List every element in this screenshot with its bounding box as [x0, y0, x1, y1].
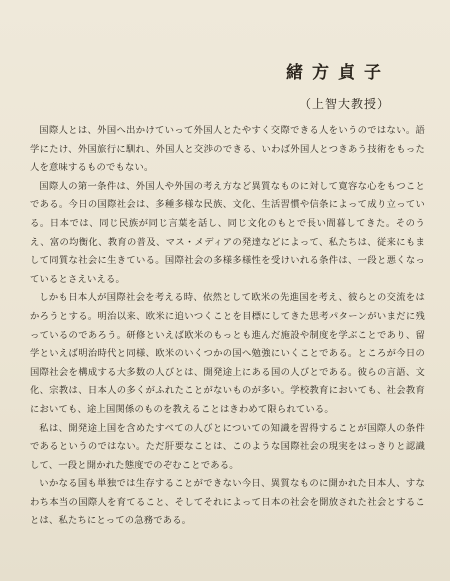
paragraph: しかも日本人が国際社会を考える時、依然として欧米の先進国を考え、彼らとの交流をはかろうとする。明治以来、欧米に追いつくことを目標にしてきた思考パターンがいまだに残っているのであろう。研修といえば欧米のもっとも進んだ施設や制度を学ぶことであり、留学といえば明治時代と同様、欧米のいくつかの国へ勉強にいくことである。ところが今日の国際社会を構成する大多数の人びとは、開発途上にある国の人びとである。彼らの言語、文化、宗教は、日本人の多くがふれたことがないものが多い。学校教育においても、社会教育においても、途上国関係のものを教えることはきわめて限られている。 — [30, 292, 425, 415]
article-header — [286, 58, 390, 112]
paragraph: 国際人とは、外国へ出かけていって外国人とたやすく交際できる人をいうのではない。語学にたけ、外国旅行に馴れ、外国人と交渉のできる、いわば外国人とつきあう技術をもった人を意味するものでもない。 — [30, 125, 425, 174]
paragraph: いかなる国も単独では生存することができない今日、異質なものに開かれた日本人、すなわち本当の国際人を育てること、そしてそれによって日本の社会を開放された社会とすることは、私たちにとっての急務である。 — [30, 478, 425, 527]
paragraph: 国際人の第一条件は、外国人や外国の考え方など異質なものに対して寛容な心をもつことである。今日の国際社会は、多種多様な民族、文化、生活習慣や信条によって成り立っている。日本では、同じ民族が同じ言葉を話し、同じ文化のもとで長い間暮してきた。そのうえ、富の均衡化、教育の普及、マス・メディアの発達などによって、私たちは、従来にもまして同質な社会に生きている。国際社会の多様多様性を受けいれる条件は、一段と悪くなっているとさえいえる。 — [30, 180, 425, 285]
author-name: 緒方貞子 — [286, 63, 390, 83]
author-affiliation: （上智大教授） — [298, 97, 390, 111]
article-body — [30, 122, 425, 531]
paragraph: 私は、開発途上国を含めたすべての人びとについての知識を習得することが国際人の条件であるというのではない。ただ肝要なことは、このような国際社会の現実をはっきりと認識して、一段と開かれた態度でのぞむことである。 — [30, 422, 425, 471]
